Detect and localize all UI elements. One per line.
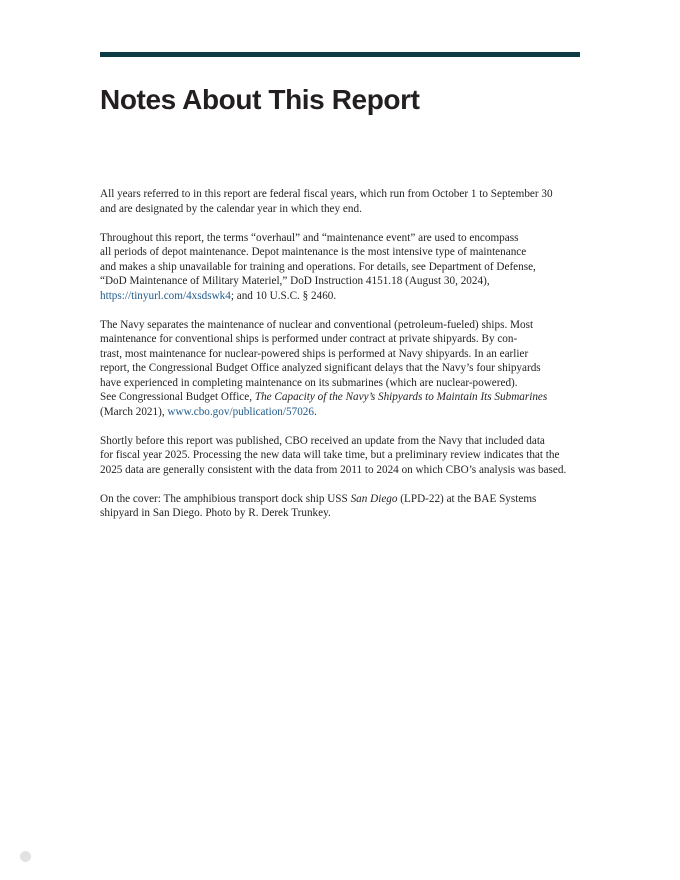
top-rule (100, 52, 580, 57)
terminology-note (100, 231, 580, 304)
text-line: and are designated by the calendar year in which they end. (100, 202, 362, 215)
page-marker-icon (20, 851, 31, 862)
text-line: report, the Congressional Budget Office analyzed significant delays that the Navy’s four shipyards (100, 362, 541, 374)
text-line (100, 492, 580, 507)
text-line: shipyard in San Diego. Photo by R. Derek Trunkey. (100, 507, 331, 519)
text-line: for fiscal year 2025. Processing the new data will take time, but a preliminary review indicates that the (100, 449, 560, 461)
text-line: and makes a ship unavailable for training and operations. For details, see Department of Defense, (100, 260, 536, 273)
text-line: trast, most maintenance for nuclear-powered ships is performed at Navy shipyards. In an earlier (100, 347, 529, 360)
text-fragment: See Congressional Budget Office, (100, 391, 255, 403)
text-line (100, 289, 580, 304)
cbo-publication-link[interactable]: www.cbo.gov/publication/57026 (167, 405, 314, 418)
text-line (100, 405, 580, 420)
text-fragment: . (313, 405, 317, 418)
text-line: have experienced in completing maintenance on its submarines (which are nuclear-powered). (100, 376, 518, 389)
page-title: Notes About This Report (100, 84, 420, 115)
text-line: Shortly before this report was published, CBO received an update from the Navy that included data (100, 434, 545, 447)
text-fragment: ; and 10 U.S.C. § 2460. (230, 289, 337, 302)
maintenance-note (100, 318, 580, 420)
text-line: 2025 data are generally consistent with the data from 2011 to 2024 on which CBO’s analysis was based. (100, 463, 567, 476)
text-line: The Navy separates the maintenance of nuclear and conventional (petroleum-fueled) ships. Most (100, 318, 534, 331)
text-line: all periods of depot maintenance. Depot maintenance is the most intensive type of maintenance (100, 246, 527, 258)
cover-photo-note (100, 492, 580, 521)
text-fragment: On the cover: The amphibious transport dock ship USS (100, 492, 351, 505)
text-fragment: (March 2021), (100, 405, 168, 418)
text-line: All years referred to in this report are federal fiscal years, which run from October 1 to September 30 (100, 188, 553, 200)
text-fragment: (LPD-22) at the BAE Systems (397, 492, 537, 505)
report-notes-body (100, 187, 580, 535)
text-line: Throughout this report, the terms “overhaul” and “maintenance event” are used to encompass (100, 231, 519, 244)
text-line: maintenance for conventional ships is performed under contract at private shipyards. By con- (100, 333, 518, 345)
dod-instruction-link[interactable]: https://tinyurl.com/4xsdswk4 (100, 289, 231, 302)
text-line: “DoD Maintenance of Military Materiel,” DoD Instruction 4151.18 (August 30, 2024), (100, 275, 490, 287)
publication-title: The Capacity of the Navy’s Shipyards to Maintain Its Submarines (254, 391, 548, 403)
ship-name: San Diego (350, 492, 398, 505)
data-update-note (100, 434, 580, 478)
fiscal-year-note (100, 187, 580, 216)
text-line (100, 390, 580, 405)
